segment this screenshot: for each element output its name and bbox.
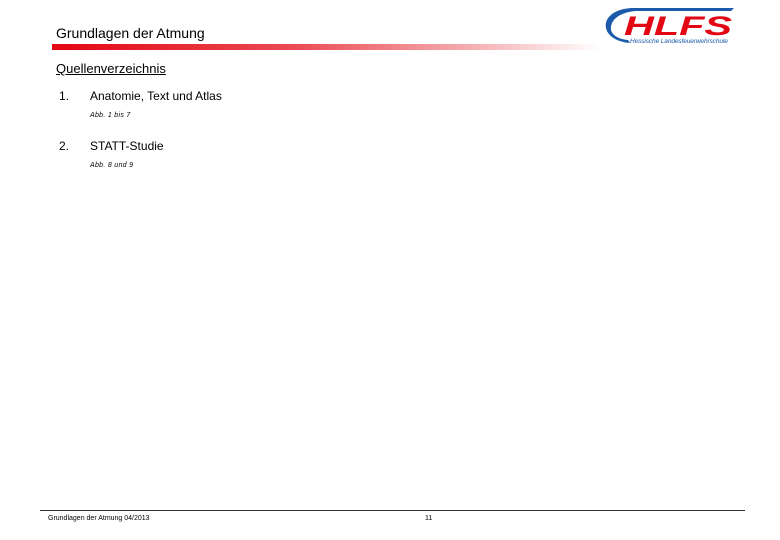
title-underline-bar bbox=[52, 44, 600, 50]
list-item-number: 1. bbox=[59, 89, 70, 103]
slide-title: Grundlagen der Atmung bbox=[56, 25, 205, 41]
list-item-title: STATT-Studie bbox=[90, 139, 164, 153]
list-item-number: 2. bbox=[59, 139, 70, 153]
footer-divider bbox=[40, 510, 745, 511]
list-item-note: Abb. 8 und 9 bbox=[90, 162, 134, 169]
list-item-title: Anatomie, Text und Atlas bbox=[90, 89, 222, 103]
section-heading: Quellenverzeichnis bbox=[56, 61, 166, 76]
page-number: 11 bbox=[425, 515, 433, 522]
list-item-note: Abb. 1 bis 7 bbox=[90, 112, 131, 119]
footer-title: Grundlagen der Atmung 04/2013 bbox=[48, 515, 150, 522]
logo-text: HLFS bbox=[624, 11, 732, 41]
logo-subtitle: Hessische Landesfeuerwehrschule bbox=[630, 38, 728, 45]
